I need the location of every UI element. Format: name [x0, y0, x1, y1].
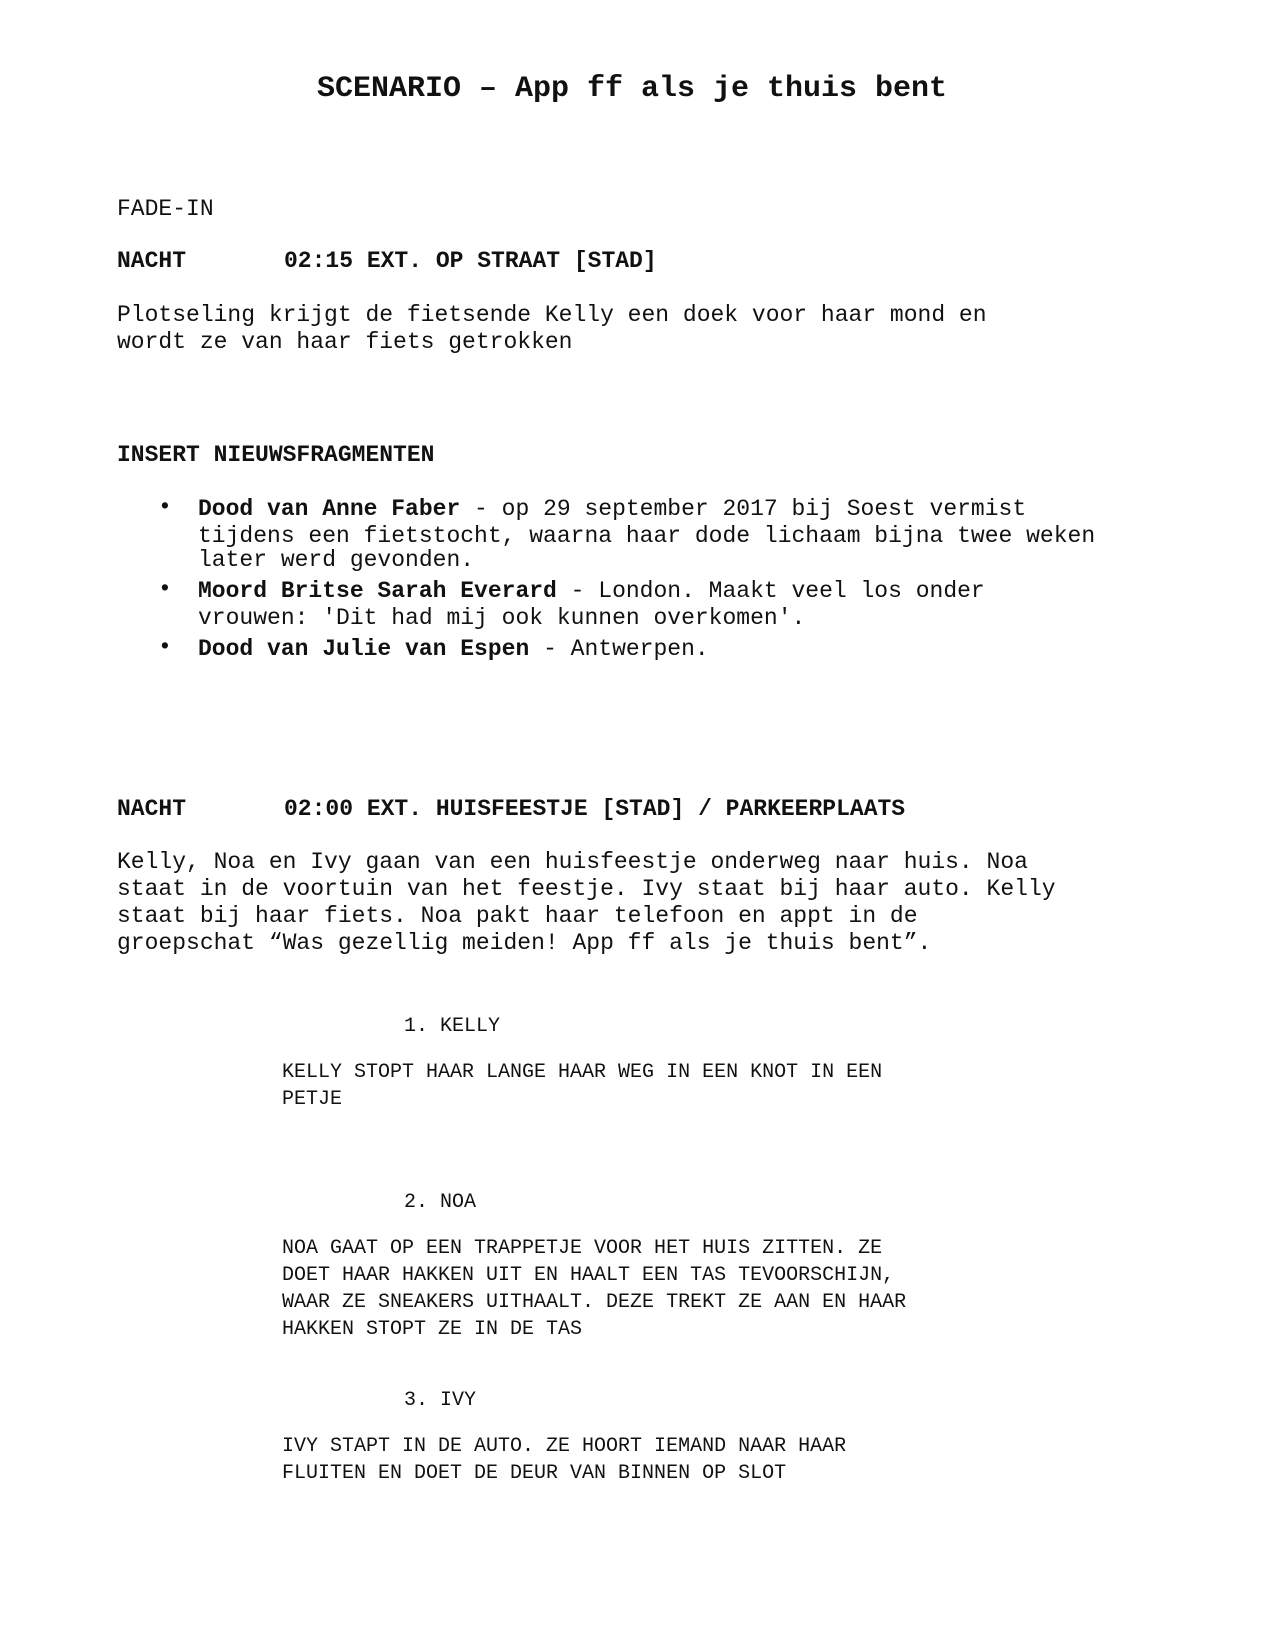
scene-heading-1 [117, 248, 817, 274]
part-line: PETJE [282, 1088, 343, 1111]
bullet-icon: • [158, 634, 172, 660]
news-text: vrouwen: 'Dit had mij ook kunnen overkomen'. [198, 605, 806, 631]
action-line: wordt ze van haar fiets getrokken [117, 329, 573, 355]
scene-2-action [117, 849, 1056, 957]
part-line: WAAR ZE SNEAKERS UITHAALT. DEZE TREKT ZE AAN EN HAAR [282, 1291, 907, 1314]
news-text: - Antwerpen. [529, 636, 709, 662]
scene-1-action [117, 302, 987, 356]
insert-heading: INSERT NIEUWSFRAGMENTEN [117, 442, 435, 468]
fade-in-transition: FADE-IN [117, 196, 214, 222]
part-line: KELLY STOPT HAAR LANGE HAAR WEG IN EEN KNOT IN EEN [282, 1061, 883, 1084]
news-title: Dood van Julie van Espen [198, 636, 530, 662]
scene-heading-time: NACHT [117, 796, 187, 822]
part-label-kelly: 1. KELLY [404, 1015, 501, 1038]
scene-heading-detail: 02:15 EXT. OP STRAAT [STAD] [284, 248, 657, 274]
scene-heading-time: NACHT [117, 248, 187, 274]
page-title: SCENARIO – App ff als je thuis bent [316, 72, 948, 106]
part-body-noa [282, 1235, 906, 1343]
part-line: FLUITEN EN DOET DE DEUR VAN BINNEN OP SLOT [282, 1462, 787, 1485]
news-text: later werd gevonden. [198, 547, 475, 573]
part-label-ivy: 3. IVY [404, 1389, 477, 1412]
list-item [198, 578, 985, 632]
action-line: Plotseling krijgt de fietsende Kelly een doek voor haar mond en [117, 302, 987, 328]
bullet-icon: • [158, 576, 172, 602]
news-text: - London. Maakt veel los onder [556, 578, 985, 604]
part-line: DOET HAAR HAKKEN UIT EN HAALT EEN TAS TEVOORSCHIJN, [282, 1264, 895, 1287]
action-line: staat in de voortuin van het feestje. Ivy staat bij haar auto. Kelly [117, 876, 1056, 902]
news-text: tijdens een fietstocht, waarna haar dode lichaam bijna twee weken [198, 523, 1096, 549]
action-line: staat bij haar fiets. Noa pakt haar telefoon en appt in de [117, 903, 918, 929]
part-line: HAKKEN STOPT ZE IN DE TAS [282, 1318, 583, 1341]
part-line: IVY STAPT IN DE AUTO. ZE HOORT IEMAND NAAR HAAR [282, 1435, 847, 1458]
list-item [198, 496, 1095, 574]
bullet-icon: • [158, 494, 172, 520]
news-text: - op 29 september 2017 bij Soest vermist [460, 496, 1027, 522]
list-item [198, 636, 709, 663]
part-body-kelly [282, 1059, 882, 1113]
action-line: groepschat “Was gezellig meiden! App ff als je thuis bent”. [117, 930, 932, 956]
news-title: Moord Britse Sarah Everard [198, 578, 557, 604]
action-line: Kelly, Noa en Ivy gaan van een huisfeestje onderweg naar huis. Noa [117, 849, 1028, 875]
news-title: Dood van Anne Faber [198, 496, 461, 522]
scene-heading-2 [117, 796, 1117, 822]
part-body-ivy [282, 1433, 846, 1487]
part-line: NOA GAAT OP EEN TRAPPETJE VOOR HET HUIS ZITTEN. ZE [282, 1237, 883, 1260]
part-label-noa: 2. NOA [404, 1191, 477, 1214]
scene-heading-detail: 02:00 EXT. HUISFEESTJE [STAD] / PARKEERPLAATS [284, 796, 906, 822]
